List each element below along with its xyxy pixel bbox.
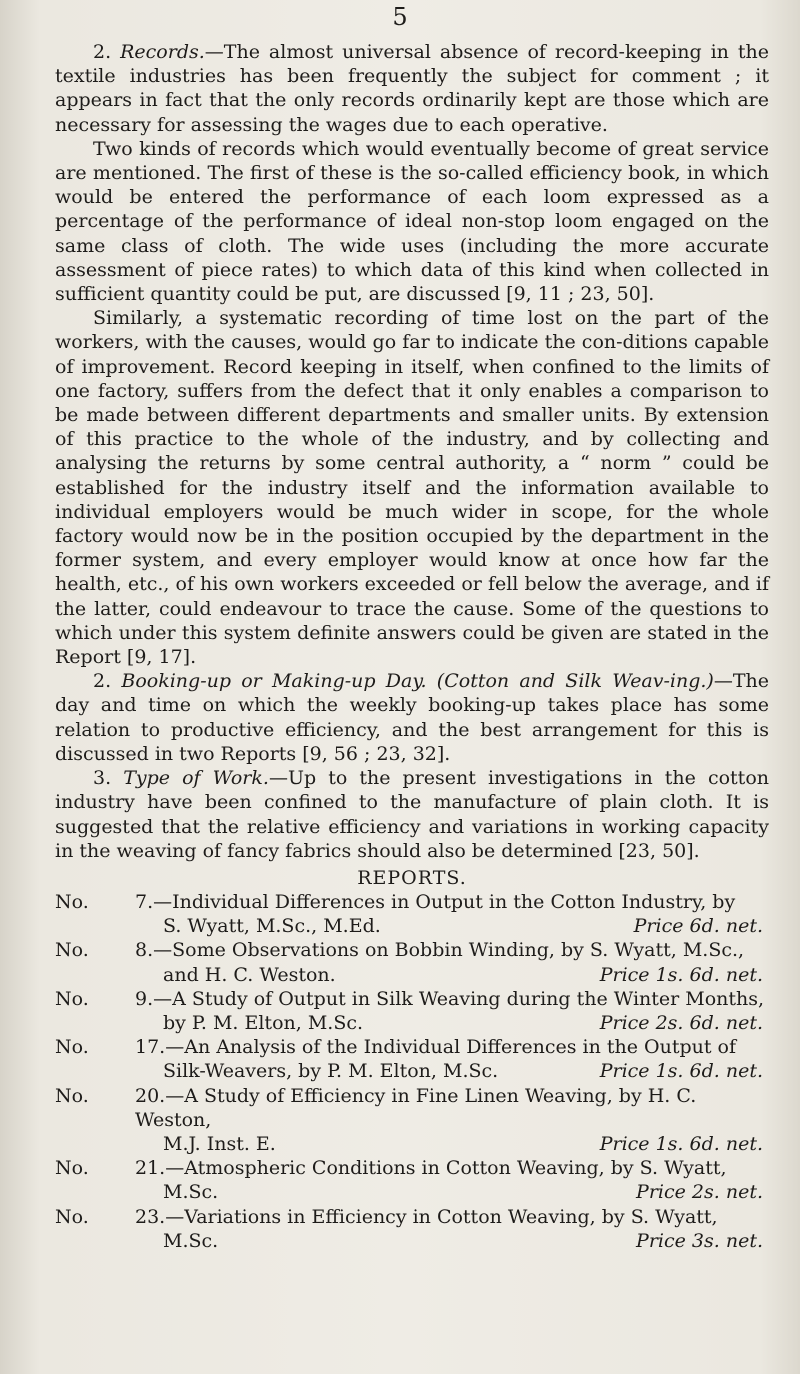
report-price: Price 6d. net.: [633, 915, 763, 938]
report-title: 8.—Some Observations on Bobbin Winding, by S. Wyatt, M.Sc.,: [135, 939, 745, 962]
report-title: 20.—A Study of Efficiency in Fine Linen Weaving, by H. C. Weston,: [135, 1084, 697, 1131]
report-entry: [55, 1035, 769, 1083]
report-price: Price 1s. 6d. net.: [599, 963, 763, 986]
report-author: S. Wyatt, M.Sc., M.Ed.: [163, 915, 381, 938]
report-author: by P. M. Elton, M.Sc.: [163, 1011, 364, 1034]
paragraph-text: Two kinds of records which would eventually become of great service are mentioned. The first of these is the so-called efficiency book, in which would be entered the performance of each loom expressed as a percentage of the performance of ideal non-stop loom engaged on the same class of cloth. The wide uses (including the more accurate assessment of piece rates) to which data of this kind when collected in sufficient quantity could be put, are discussed [9, 11 ; 23, 50].: [55, 137, 769, 306]
report-price: Price 2s. net.: [636, 1181, 763, 1204]
report-no-label: No.: [55, 1036, 89, 1059]
report-price: Price 3s. net.: [636, 1229, 763, 1252]
report-entry: [55, 1084, 769, 1157]
section-heading: Type of Work.: [123, 767, 269, 790]
paragraph-text: —Up to the present investigations in the cotton industry have been confined to the manufacture of plain cloth. It is suggested that the relative efficiency and variations in working capacity in the weaving of fancy fabrics should also be determined [23, 50].: [55, 767, 769, 862]
paragraph-type-of-work: [55, 766, 769, 863]
paragraph-text: Similarly, a systematic recording of time lost on the part of the workers, with the causes, would go far to indicate the con-ditions capable of improvement. Record keeping in itself, when confined to the limits of one factory, suffers from the defect that it only enables a comparison to be made between different departments and smaller units. By extension of this practice to the whole of the industry, and by collecting and analysing the returns by some central authority, a “ norm ” could be established for the industry itself and the information available to individual employers would be much wider in scope, for the whole factory would now be in the position occupied by the department in the former system, and every employer would know at once how far the health, etc., of his own workers exceeded or fell below the average, and if the latter, could endeavour to trace the cause. Some of the questions to which under this system definite answers could be given are stated in the Report [9, 17].: [55, 307, 769, 669]
report-entry: [55, 938, 769, 986]
report-no-label: No.: [55, 890, 89, 913]
report-no-label: No.: [55, 1084, 89, 1107]
report-title: 21.—Atmospheric Conditions in Cotton Weaving, by S. Wyatt,: [135, 1157, 727, 1180]
section-number: 2.: [93, 41, 121, 63]
section-heading: Booking-up or Making-up Day. (Cotton and Silk Weav-ing.): [121, 670, 714, 693]
report-no-label: No.: [55, 987, 89, 1010]
body-text: [55, 40, 769, 1253]
report-title: 9.—A Study of Output in Silk Weaving during the Winter Months,: [135, 987, 765, 1010]
report-price: Price 1s. 6d. net.: [599, 1060, 763, 1083]
report-entry: [55, 1205, 769, 1253]
report-price: Price 1s. 6d. net.: [599, 1132, 763, 1155]
report-author: M.Sc.: [163, 1181, 219, 1204]
report-price: Price 2s. 6d. net.: [599, 1011, 763, 1034]
report-title: 17.—An Analysis of the Individual Differences in the Output of: [135, 1036, 737, 1059]
report-author: M.J. Inst. E.: [163, 1132, 276, 1155]
reports-heading: REPORTS.: [357, 866, 467, 889]
report-author: Silk-Weavers, by P. M. Elton, M.Sc.: [163, 1060, 499, 1083]
report-entry: [55, 987, 769, 1035]
paragraph-text: —The day and time on which the weekly booking-up takes place has some relation to productive efficiency, and the best arrangement for this is discussed in two Reports [9, 56 ; 23, 32].: [55, 670, 770, 765]
paragraph-time-lost: [55, 306, 769, 669]
report-entry: [55, 890, 769, 938]
paragraph-two-kinds: [55, 137, 769, 306]
report-author: M.Sc.: [163, 1229, 219, 1252]
report-title: 7.—Individual Differences in Output in the Cotton Industry, by: [135, 890, 736, 913]
section-number: 2.: [93, 670, 122, 693]
report-author: and H. C. Weston.: [163, 963, 336, 986]
section-number: 3.: [93, 767, 124, 790]
report-no-label: No.: [55, 1157, 89, 1180]
paragraph-records: [55, 40, 769, 137]
report-entry: [55, 1156, 769, 1204]
paragraph-booking-up: [55, 669, 769, 766]
paragraph-text: —The almost universal absence of record-keeping in the textile industries has been frequently the subject for comment ; it appears in fact that the only records ordinarily kept are those which are necessary for assessing the wages due to each operative.: [55, 41, 769, 136]
section-heading: Records.: [120, 41, 205, 63]
page-number: 5: [392, 3, 408, 31]
report-no-label: No.: [55, 939, 89, 962]
report-no-label: No.: [55, 1205, 89, 1228]
report-title: 23.—Variations in Efficiency in Cotton Weaving, by S. Wyatt,: [135, 1205, 718, 1228]
